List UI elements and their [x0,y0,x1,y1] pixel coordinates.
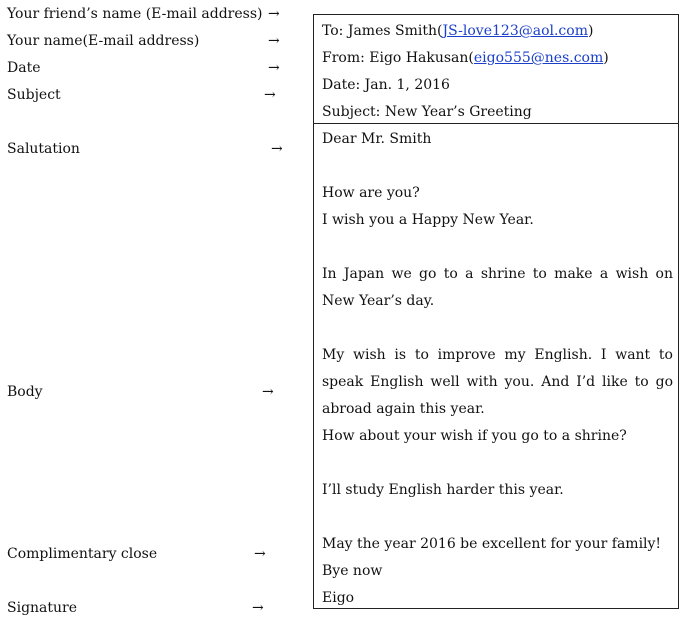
label-your-name: Your name(E-mail address) [7,33,200,49]
body-line-5 [322,346,673,364]
label-subject: Subject [7,87,61,103]
arrow-date: → [268,60,280,76]
email-from-close-paren: ) [603,50,609,66]
email-salutation: Dear Mr. Smith [322,131,432,147]
email-signature: Eigo [322,590,355,606]
label-complimentary-close: Complimentary close [7,546,158,562]
body-line-7: abroad again this year. [322,401,485,417]
email-box [313,14,679,609]
header-divider [314,123,678,124]
body-line-2: I wish you a Happy New Year. [322,212,534,228]
arrow-your-name: → [268,33,280,49]
body-line-4: New Year’s day. [322,293,435,309]
label-friend-name: Your friend’s name (E-mail address) [7,6,263,22]
email-subject: Subject: New Year’s Greeting [322,104,532,120]
arrow-salutation: → [271,141,283,157]
arrow-friend-name: → [268,6,280,22]
body-line-6 [322,373,673,391]
body-line-3-text: In Japan we go to a shrine to make a wish on [322,266,673,282]
arrow-body: → [262,384,274,400]
email-from-line [322,49,609,67]
from-email-link[interactable]: eigo555@nes.com [473,50,604,66]
body-line-6-text: speak English well with you. And I’d like to go [322,374,673,390]
to-email-link[interactable]: JS-love123@aol.com [442,23,588,39]
label-signature: Signature [7,600,78,616]
body-line-3 [322,265,673,283]
body-line-5-text: My wish is to improve my English. I want to [322,347,673,363]
email-to-line [322,22,593,40]
label-body: Body [7,384,43,400]
email-complimentary-close: Bye now [322,563,383,579]
email-to-prefix: To: James Smith( [322,23,443,39]
arrow-complimentary-close: → [254,546,266,562]
body-line-1: How are you? [322,185,420,201]
arrow-subject: → [264,87,276,103]
email-to-close-paren: ) [587,23,594,39]
email-from-prefix: From: Eigo Hakusan( [322,50,474,66]
label-salutation: Salutation [7,141,80,157]
body-line-10: May the year 2016 be excellent for your family! [322,536,662,552]
body-line-8: How about your wish if you go to a shrine? [322,428,627,444]
arrow-signature: → [252,600,264,616]
body-line-9: I’ll study English harder this year. [322,482,564,498]
label-date: Date [7,60,41,76]
email-date: Date: Jan. 1, 2016 [322,77,450,93]
